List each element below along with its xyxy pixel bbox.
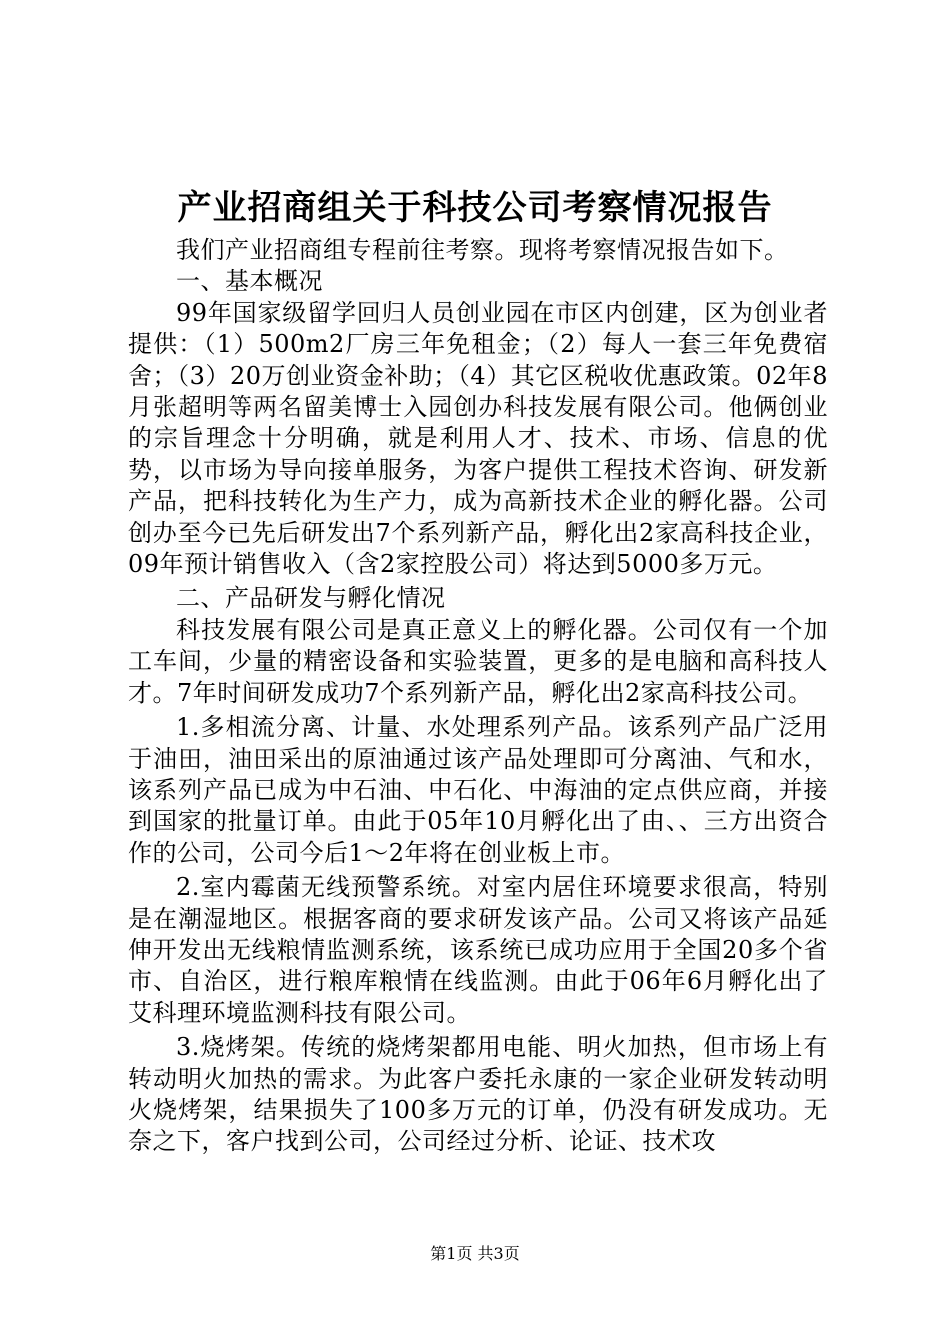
incubator-paragraph: 科技发展有限公司是真正意义上的孵化器。公司仅有一个加工车间，少量的精密设备和实验装置，更多的是电脑和高科技人才。7年时间研发成功7个系列新产品，孵化出2家高科技公司。 xyxy=(128,615,828,707)
intro-paragraph: 我们产业招商组专程前往考察。现将考察情况报告如下。 xyxy=(176,236,789,264)
section-heading-products: 二、产品研发与孵化情况 xyxy=(176,584,446,613)
overview-paragraph: 99年国家级留学回归人员创业园在市区内创建，区为创业者提供：（1）500m2厂房三年免租金；（2）每人一套三年免费宿舍；（3）20万创业资金补助；（4）其它区税收优惠政策。02年8月张超明等两名留美博士入园创办科技发展有限公司。他俩创业的宗旨理念十分明确，就是利用人才、技术、市场、信息的优势，以市场为导向接单服务，为客户提供工程技术咨询、研发新产品，把科技转化为生产力，成为高新技术企业的孵化器。公司创办至今已先后研发出7个系列新产品，孵化出2家高科技企业，09年预计销售收入（含2家控股公司）将达到5000多万元。 xyxy=(128,298,828,579)
document-body xyxy=(128,235,828,1158)
page-footer: 第1页 共3页 xyxy=(430,1244,520,1263)
section-heading-overview: 一、基本概况 xyxy=(176,267,323,296)
document-title: 产业招商组关于科技公司考察情况报告 xyxy=(177,188,773,228)
product-item-2: 2.室内霉菌无线预警系统。对室内居住环境要求很高，特别是在潮湿地区。根据客商的要求研发该产品。公司又将该产品延伸开发出无线粮情监测系统，该系统已成功应用于全国20多个省市、自治区，进行粮库粮情在线监测。由此于06年6月孵化出了艾科理环境监测科技有限公司。 xyxy=(128,873,828,1027)
product-item-3: 3.烧烤架。传统的烧烤架都用电能、明火加热，但市场上有转动明火加热的需求。为此客户委托永康的一家企业研发转动明火烧烤架，结果损失了100多万元的订单，仍没有研发成功。无奈之下，客户找到公司，公司经过分析、论证、技术攻 xyxy=(128,1033,828,1156)
product-item-1: 1.多相流分离、计量、水处理系列产品。该系列产品广泛用于油田，油田采出的原油通过该产品处理即可分离油、气和水，该系列产品已成为中石油、中石化、中海油的定点供应商，并接到国家的批量订单。由此于05年10月孵化出了由、、三方出资合作的公司，公司今后1～2年将在创业板上市。 xyxy=(128,713,828,867)
